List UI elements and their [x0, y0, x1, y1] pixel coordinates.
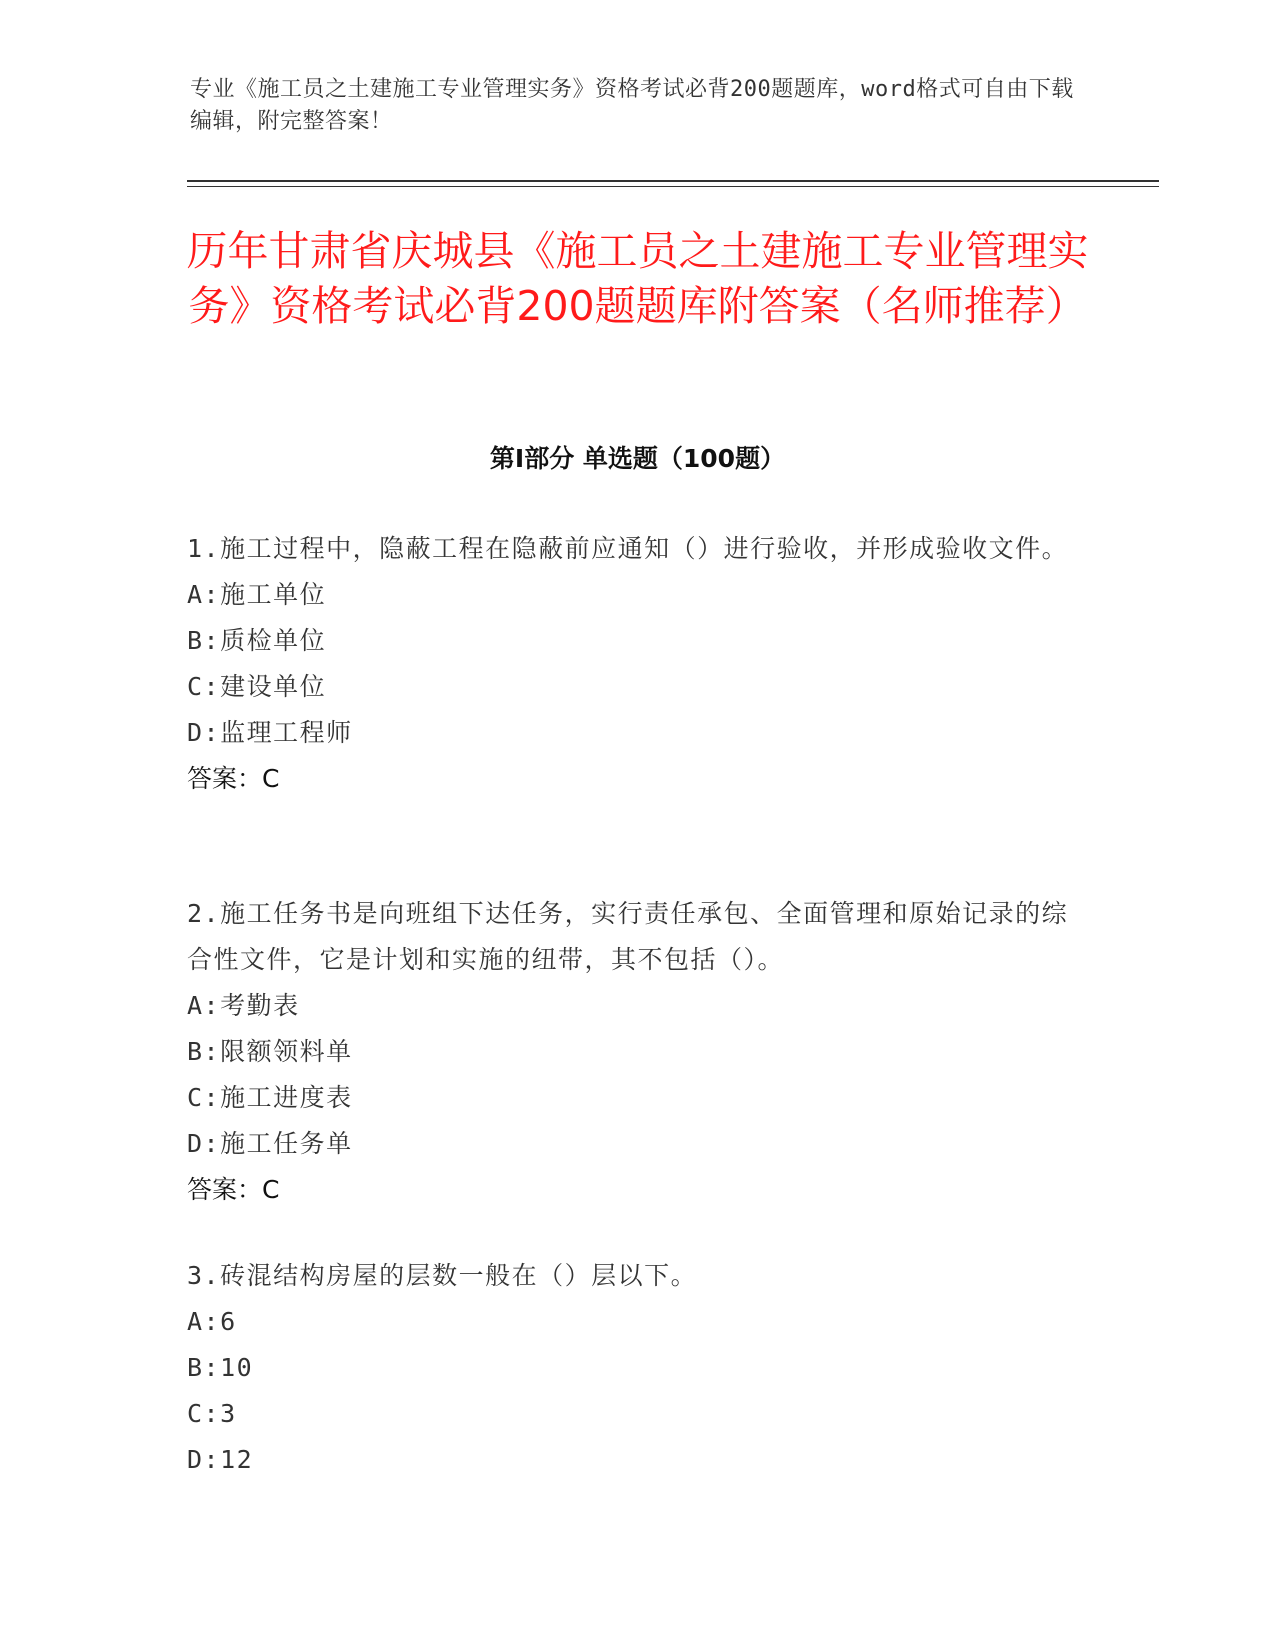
question-stem: 3.砖混结构房屋的层数一般在（）层以下。: [187, 1261, 698, 1290]
question-stem: 2.施工任务书是向班组下达任务，实行责任承包、全面管理和原始记录的综合性文件，它是计划和实施的纽带，其不包括（）。: [187, 899, 1069, 974]
question-block-1: [187, 526, 1077, 802]
option-c: C:建设单位: [187, 672, 327, 701]
header-divider-thin: [187, 186, 1159, 187]
question-stem: 1.施工过程中，隐蔽工程在隐蔽前应通知（）进行验收，并形成验收文件。: [187, 534, 1069, 563]
question-block-2: [187, 891, 1077, 1213]
option-d: D:12: [187, 1445, 254, 1474]
option-c: C:3: [187, 1399, 237, 1428]
document-title: 历年甘肃省庆城县《施工员之土建施工专业管理实务》资格考试必背200题题库附答案（名师推荐）: [186, 227, 1089, 330]
answer-line: 答案：C: [187, 1175, 280, 1204]
option-a: A:6: [187, 1307, 237, 1336]
section-heading: 第Ⅰ部分 单选题（100题）: [489, 444, 786, 473]
answer-line: 答案：C: [187, 764, 280, 793]
header-divider-thick: [187, 180, 1159, 182]
option-b: B:限额领料单: [187, 1037, 353, 1066]
option-d: D:施工任务单: [187, 1129, 353, 1158]
option-a: A:考勤表: [187, 991, 300, 1020]
option-d: D:监理工程师: [187, 718, 353, 747]
option-a: A:施工单位: [187, 580, 327, 609]
option-c: C:施工进度表: [187, 1083, 353, 1112]
header-note: 专业《施工员之土建施工专业管理实务》资格考试必背200题题库，word格式可自由下载编辑，附完整答案！: [190, 77, 1074, 134]
question-block-3: [187, 1253, 1077, 1483]
option-b: B:质检单位: [187, 626, 327, 655]
option-b: B:10: [187, 1353, 254, 1382]
